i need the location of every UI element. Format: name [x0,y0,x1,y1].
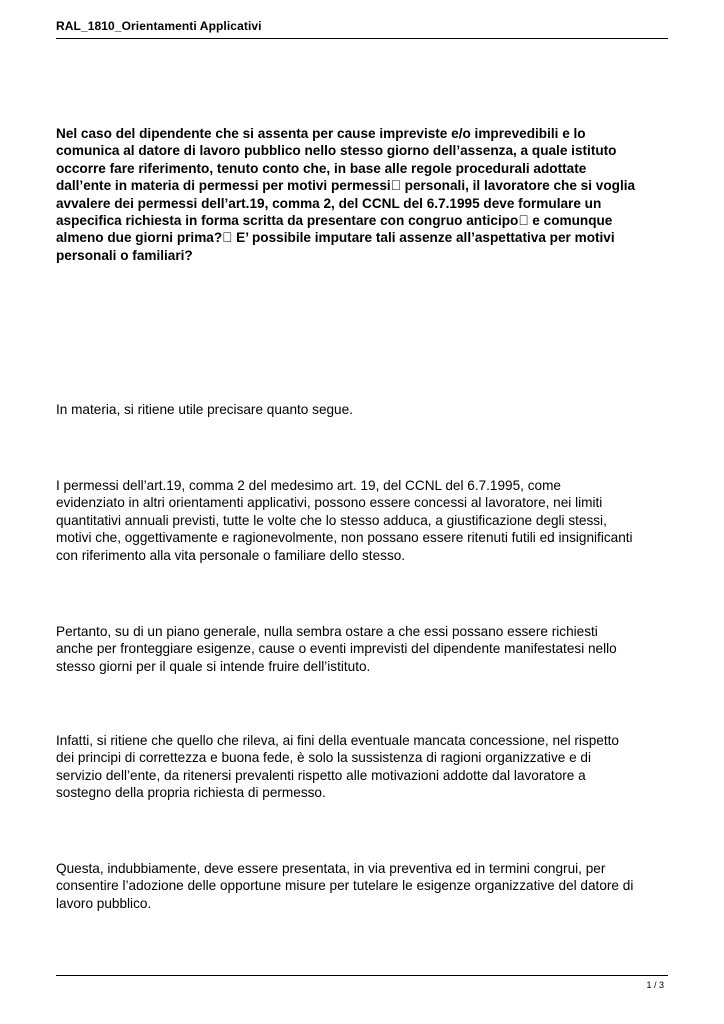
document-body [56,125,670,264]
paragraph-infatti: Infatti, si ritiene che quello che rileva, ai fini della eventuale mancata concessione, nel rispetto dei principi di correttezza e buona fede, è solo la sussistenza di ragioni organizzative e di servizio dell’ente, da ritenersi prevalenti rispetto alle motivazioni addotte dal lavoratore a sostegno della propria richiesta di permesso. [56,733,619,801]
page-header [56,16,668,39]
paragraph-permessi: I permessi dell’art.19, comma 2 del medesimo art. 19, del CCNL del 6.7.1995, come evidenziato in altri orientamenti applicativi, possono essere concessi al lavoratore, nei limiti quantitativi annuali previsti, tutte le volte che lo stesso adduca, a giustificazione degli stessi, motivi che, oggettivamente e ragionevolmente, non possano essere ritenuti futili ed insignificanti con riferimento alla vita personale o familiare dello stesso. [56,478,633,563]
paragraph-pertanto: Pertanto, su di un piano generale, nulla sembra ostare a che essi possano essere richiesti anche per fronteggiare esigenze, cause o eventi imprevisti del dipendente manifestatesi nello stesso giorni per il quale si intende fruire dell’istituto. [56,624,617,674]
document-title: RAL_1810_Orientamenti Applicativi [56,19,262,33]
question-text: Nel caso del dipendente che si assenta per cause impreviste e/o imprevedibili e lo comunica al datore di lavoro pubblico nello stesso giorno dell’assenza, a quale istituto occorre fare riferimento, tenuto conto che, in base alle regole procedurali adottate dall’ente in materia di permessi per motivi permessi  personali, il lavoratore che si voglia avvalere dei permessi dell’art.19, comma 2, del CCNL del 6.7.1995 deve formulare un aspecifica richiesta in forma scritta da presentare con congruo anticipo  e comunque almeno due giorni prima?  E’ possibile imputare tali assenze all’aspettativa per motivi personali o familiari? [56,126,636,263]
footer-divider [56,975,668,976]
page-number: 1 / 3 [646,980,664,990]
paragraph-intro: In materia, si ritiene utile precisare quanto segue. [56,402,353,417]
paragraph-questa: Questa, indubbiamente, deve essere presentata, in via preventiva ed in termini congrui, per consentire l’adozione delle opportune misure per tutelare le esigenze organizzative del datore di lavoro pubblico. [56,861,634,911]
